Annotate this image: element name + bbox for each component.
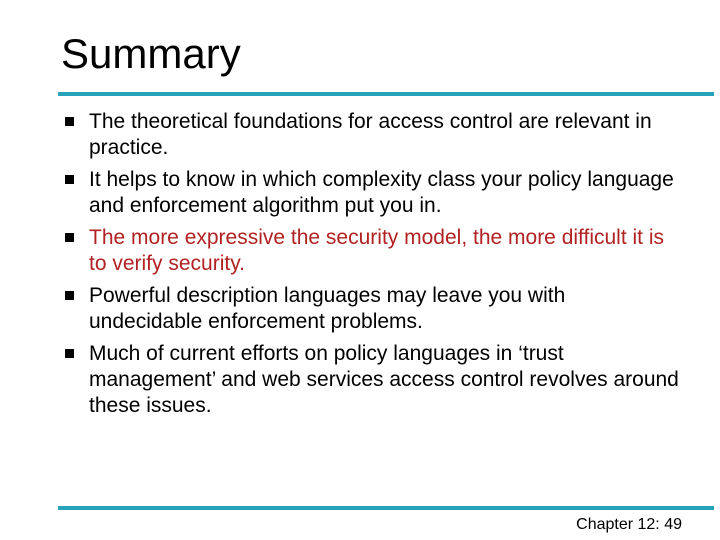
square-bullet-icon <box>65 233 74 242</box>
title-divider <box>58 92 714 96</box>
bullet-text: Much of current efforts on policy languages in ‘trust management’ and web services access control revolves around these issues. <box>89 342 679 417</box>
square-bullet-icon <box>65 175 74 184</box>
bullet-item <box>89 283 679 335</box>
bullet-item <box>89 225 679 277</box>
square-bullet-icon <box>65 117 74 126</box>
bullet-list <box>89 109 679 419</box>
footer-divider <box>58 506 714 510</box>
bullet-text: It helps to know in which complexity class your policy language and enforcement algorithm put you in. <box>89 168 674 217</box>
bullet-item <box>89 167 679 219</box>
slide-title: Summary <box>61 30 241 77</box>
page-number: Chapter 12: 49 <box>576 516 682 533</box>
square-bullet-icon <box>65 291 74 300</box>
square-bullet-icon <box>65 349 74 358</box>
bullet-text: The theoretical foundations for access control are relevant in practice. <box>89 110 652 159</box>
bullet-item <box>89 341 679 419</box>
bullet-text-highlighted: The more expressive the security model, the more difficult it is to verify security. <box>89 226 665 275</box>
bullet-text: Powerful description languages may leave you with undecidable enforcement problems. <box>89 284 566 333</box>
bullet-item <box>89 109 679 161</box>
